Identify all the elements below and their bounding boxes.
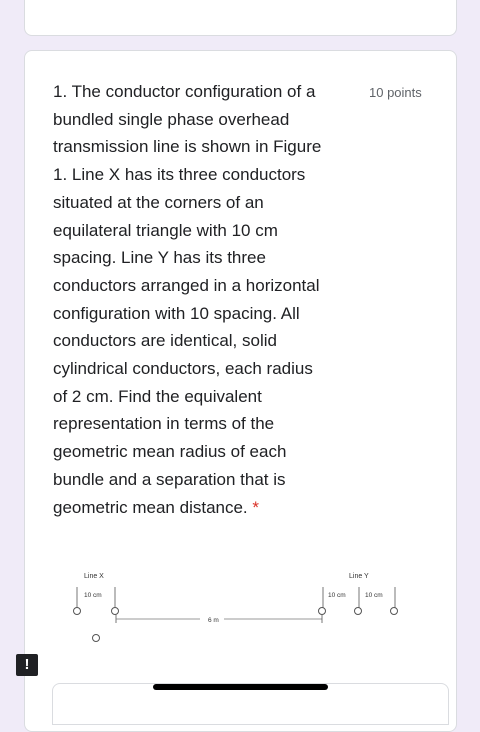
line-y-conductor-3 <box>391 608 398 615</box>
line-x-conductor-1 <box>74 608 81 615</box>
home-indicator[interactable] <box>153 684 328 690</box>
line-y-conductor-1 <box>319 608 326 615</box>
question-text: 1. The conductor configuration of a bundled single phase overhead transmission line is shown in Figure 1. Line X has its three conductors situated at the corners of an equilateral triangle with 10 cm spacing. Line Y has its three conductors arranged in a horizontal configuration with 10 spacing. All conductors are identical, solid cylindrical conductors, each radius of 2 cm. Find the equivalent representation in terms of the geometric mean radius of each bundle and a separation that is geometric mean distance. * <box>53 82 322 517</box>
required-asterisk: * <box>252 497 260 517</box>
line-y-conductor-2 <box>355 608 362 615</box>
line-y-spacing-label-1: 10 cm <box>328 592 346 599</box>
line-y-label: Line Y <box>349 573 369 580</box>
question-points: 10 points <box>369 85 422 100</box>
separation-distance-label: 6 m <box>208 617 219 624</box>
previous-question-card <box>24 0 457 36</box>
line-x-conductor-2 <box>112 608 119 615</box>
line-x-spacing-label: 10 cm <box>84 592 102 599</box>
line-x-label: Line X <box>84 573 104 580</box>
error-badge-icon[interactable]: ! <box>16 654 38 676</box>
line-x-conductor-3 <box>93 635 100 642</box>
figure-1 <box>60 560 410 650</box>
line-y-spacing-label-2: 10 cm <box>365 592 383 599</box>
